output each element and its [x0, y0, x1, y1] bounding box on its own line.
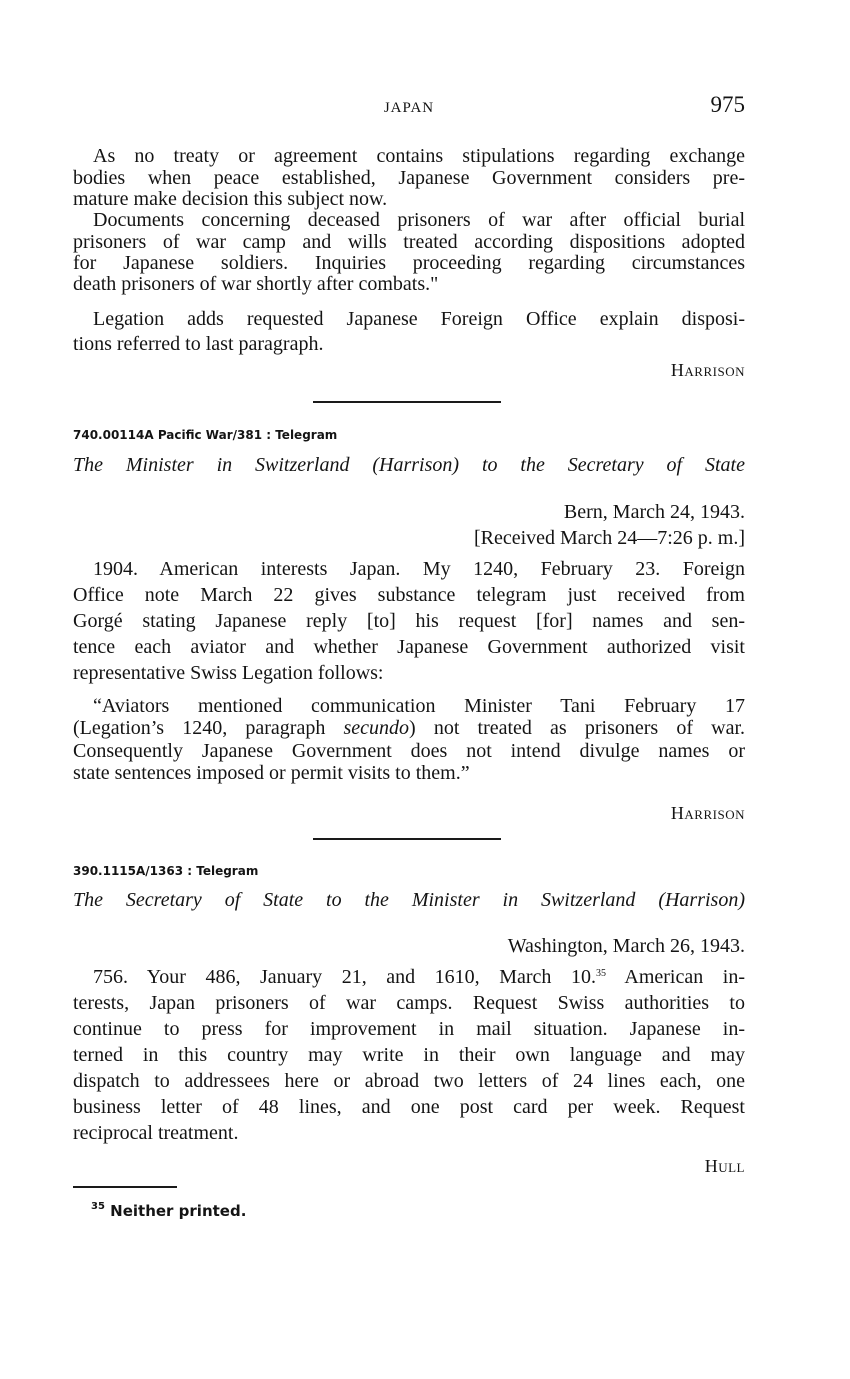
- paragraph-line: Office note March 22 gives substance telegram just received from: [73, 584, 745, 606]
- paragraph-line: reciprocal treatment.: [73, 1122, 239, 1144]
- paragraph-line: representative Swiss Legation follows:: [73, 662, 384, 684]
- paragraph-line: business letter of 48 lines, and one post card per week. Request: [73, 1096, 745, 1118]
- footnote-ref: 35: [595, 968, 606, 979]
- paragraph-text: American in-: [605, 966, 745, 988]
- paragraph-line: As no treaty or agreement contains stipulations regarding exchange: [93, 145, 745, 167]
- paragraph-line: Documents concerning deceased prisoners of war after official burial: [93, 209, 745, 231]
- paragraph-line: terned in this country may write in their own language and may: [73, 1044, 745, 1066]
- page-number: 975: [710, 92, 745, 117]
- footnote: [91, 1202, 246, 1220]
- paragraph-line: continue to press for improvement in mail situation. Japanese in-: [73, 1018, 745, 1040]
- running-header-title: JAPAN: [383, 100, 435, 116]
- paragraph-line: terests, Japan prisoners of war camps. Request Swiss authorities to: [73, 992, 745, 1014]
- signature-harrison: Harrison: [670, 803, 745, 823]
- paragraph-line: bodies when peace established, Japanese Government considers pre-: [73, 167, 745, 189]
- paragraph-line: tence each aviator and whether Japanese Government authorized visit: [73, 636, 745, 658]
- paragraph-line: dispatch to addressees here or abroad two letters of 24 lines each, one: [73, 1070, 745, 1092]
- place-date: Washington, March 26, 1943.: [507, 935, 745, 957]
- signature-harrison: Harrison: [670, 360, 745, 380]
- paragraph-line: mature make decision this subject now.: [73, 188, 388, 210]
- paragraph-line: tions referred to last paragraph.: [73, 333, 324, 355]
- file-reference: 740.00114A Pacific War/381 : Telegram: [73, 428, 338, 442]
- paragraph-line: Gorgé stating Japanese reply [to] his request [for] names and sen-: [73, 610, 745, 632]
- received-line: [Received March 24—7:26 p. m.]: [473, 527, 745, 549]
- paragraph-line: for Japanese soldiers. Inquiries proceeding regarding circumstances: [73, 252, 745, 274]
- quote-line: [73, 717, 745, 739]
- paragraph-line: Legation adds requested Japanese Foreign Office explain disposi-: [93, 308, 745, 330]
- file-reference: 390.1115A/1363 : Telegram: [73, 864, 259, 878]
- signature-hull: Hull: [704, 1156, 745, 1176]
- place-date-line: [73, 935, 745, 957]
- footnote-text: Neither printed.: [110, 1202, 247, 1220]
- footnote-marker: 35: [91, 1201, 105, 1212]
- paragraph-text: 756. Your 486, January 21, and 1610, March 10.: [93, 966, 596, 988]
- paragraph-line: 1904. American interests Japan. My 1240, February 23. Foreign: [93, 558, 745, 580]
- document-heading: The Secretary of State to the Minister in Switzerland (Harrison): [73, 889, 745, 911]
- quote-line: state sentences imposed or permit visits to them.”: [73, 762, 470, 784]
- footnote-divider: [73, 1186, 177, 1188]
- section-divider: [313, 401, 501, 403]
- paragraph-line: prisoners of war camp and wills treated according dispositions adopted: [73, 231, 745, 253]
- paragraph-line: death prisoners of war shortly after combats.": [73, 273, 439, 295]
- quote-line: Consequently Japanese Government does not intend divulge names or: [73, 740, 745, 762]
- section-divider: [313, 838, 501, 840]
- paragraph-line: [73, 966, 745, 988]
- document-heading: The Minister in Switzerland (Harrison) to the Secretary of State: [73, 454, 745, 476]
- quote-text: (Legation’s 1240, paragraph: [73, 717, 344, 739]
- quote-emphasis: secundo: [343, 717, 410, 739]
- quote-text: ) not treated as prisoners of war.: [409, 717, 745, 739]
- place-date-line: [73, 501, 745, 523]
- quote-line: “Aviators mentioned communication Minister Tani February 17: [93, 695, 745, 717]
- place-date: Bern, March 24, 1943.: [563, 501, 745, 523]
